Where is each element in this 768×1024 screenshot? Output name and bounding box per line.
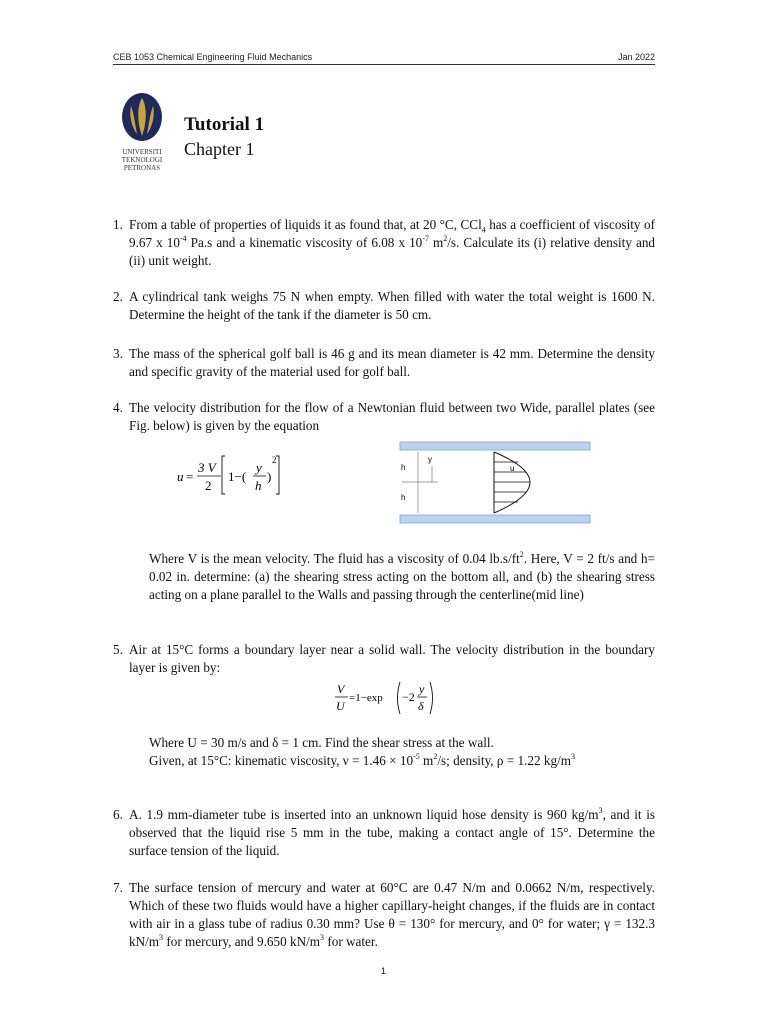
q4-para-b: . Here, V = 2 ft/s and h= 0.02 in. determine: (a) the shearing stress acting on the bottom all, and (b) the shearing stress acting on a plane parallel to the Walls and passing through the centerline(mid line) [149, 551, 655, 602]
eq-equals: = [186, 469, 194, 484]
question-3 [113, 345, 655, 381]
header-rule [113, 64, 655, 65]
q5-sup-2: 2 [433, 751, 438, 761]
q1-sup-3: 2 [443, 233, 448, 243]
q5-given-2a: Given, at 15°C: kinematic viscosity, ν = 1.46 × 10 [149, 753, 414, 768]
question-number: 1. [113, 217, 123, 232]
question-number: 7. [113, 880, 123, 895]
q7-text-c: for water. [324, 934, 378, 949]
q4-figure [398, 440, 592, 526]
question-number: 3. [113, 346, 123, 361]
q4-text: The velocity distribution for the flow of a Newtonian fluid between two Wide, parallel plates (see Fig. below) is given by the equation [129, 400, 655, 433]
q4-para-sup: 2 [519, 549, 524, 559]
q5-given-2 [149, 752, 655, 770]
tutorial-title: Tutorial 1 [184, 114, 265, 135]
header-date: Jan 2022 [617, 52, 655, 62]
logo-line-2: TEKNOLOGI [121, 156, 163, 164]
velocity-profile [494, 452, 530, 513]
q5-given-1: Where U = 30 m/s and δ = 1 cm. Find the shear stress at the wall. [149, 735, 494, 750]
q4-equation [176, 450, 296, 500]
logo-line-1: UNIVERSITI [122, 148, 162, 156]
eq-2: 2 [205, 478, 212, 493]
eq-pow: 2 [272, 455, 277, 465]
q1-text-b: has a coefficient of viscosity of 9.67 x 10 [129, 217, 655, 250]
eq5-rhs: =1−exp [349, 692, 383, 704]
q1-text-e: /s. Calculate its (i) relative density and (ii) unit weight. [129, 235, 656, 268]
question-number: 6. [113, 807, 123, 822]
q7-text-a: The surface tension of mercury and water at 60°C are 0.47 N/m and 0.0662 N/m, respectively. Which of these two fluids would have a higher capillary-height changes, if the fluids are in contact with air in a glass tube of radius 0.30 mm? Use θ = 130° for mercury, and 0° for water; γ = 132.3 kN/m [129, 880, 655, 949]
question-6 [113, 806, 655, 860]
question-5 [113, 641, 655, 677]
fig-h-bottom: h [401, 493, 406, 502]
q1-text-d: m [428, 235, 444, 250]
q5-sup-3: 3 [571, 751, 575, 761]
question-4 [113, 399, 655, 435]
logo-line-3: PETRONAS [123, 164, 161, 172]
q5-sup-1: -5 [413, 751, 420, 761]
question-number: 2. [113, 289, 123, 304]
q5-equation [334, 678, 444, 718]
q7-sup-1: 3 [159, 932, 164, 942]
q6-sup: 3 [598, 805, 603, 815]
question-7 [113, 879, 655, 951]
eq-one-minus: 1−( [228, 469, 247, 484]
q7-text-b: for mercury, and 9.650 kN/m [163, 934, 321, 949]
q3-text: The mass of the spherical golf ball is 46 g and its mean diameter is 42 mm. Determine the density and specific gravity of the material used for golf ball. [129, 346, 655, 379]
q4-para-a: Where V is the mean velocity. The fluid has a viscosity of 0.04 lb.s/ft [149, 551, 520, 566]
eq-3v: 3 V [198, 460, 216, 475]
q6-text-a: A. 1.9 mm-diameter tube is inserted into an unknown liquid hose density is 960 kg/m [129, 807, 599, 822]
university-logo [117, 92, 167, 178]
q2-text: A cylindrical tank weighs 75 N when empty. When filled with water the total weight is 1600 N. Determine the height of the tank if the diameter is 50 cm. [129, 289, 655, 322]
q1-text-a: From a table of properties of liquids it as found that, at 20 °C, CCl [129, 217, 482, 232]
fig-u: u [510, 464, 515, 473]
q4-paragraph [149, 550, 655, 604]
chapter-title: Chapter 1 [184, 139, 255, 159]
fig-h-top: h [401, 463, 406, 472]
fig-y: y [428, 455, 432, 464]
q5-given-2b: m [419, 753, 434, 768]
eq-h: h [255, 478, 262, 493]
page-number: 1 [381, 966, 387, 976]
eq5-y: y [419, 682, 425, 696]
q1-sup-2: -7 [422, 233, 429, 243]
eq-u: u [177, 469, 184, 484]
eq5-minus2: −2 [402, 690, 415, 704]
question-2 [113, 288, 655, 324]
eq5-U: U [336, 699, 345, 713]
eq-close: ) [267, 469, 272, 484]
q5-given-2c: /s; density, ρ = 1.22 kg/m [437, 753, 571, 768]
bottom-plate [400, 515, 590, 523]
q1-sub: 4 [481, 225, 486, 235]
header-course: CEB 1053 Chemical Engineering Fluid Mechanics [113, 52, 313, 62]
question-number: 5. [113, 642, 123, 657]
q1-sup-1: -4 [179, 233, 187, 243]
eq5-V: V [337, 682, 345, 696]
eq5-delta: δ [418, 699, 424, 713]
q1-text-c: Pa.s and a kinematic viscosity of 6.08 x 10 [186, 235, 423, 250]
q5-text: Air at 15°C forms a boundary layer near a solid wall. The velocity distribution in the boundary layer is given by: [129, 642, 655, 675]
q7-sup-2: 3 [320, 932, 325, 942]
eq-y: y [256, 460, 262, 475]
question-1 [113, 216, 655, 270]
question-number: 4. [113, 400, 123, 415]
q6-text-b: , and it is observed that the liquid rise 5 mm in the tube, making a contact angle of 15°. Determine the surface tension of the liquid. [129, 807, 655, 858]
top-plate [400, 442, 590, 450]
